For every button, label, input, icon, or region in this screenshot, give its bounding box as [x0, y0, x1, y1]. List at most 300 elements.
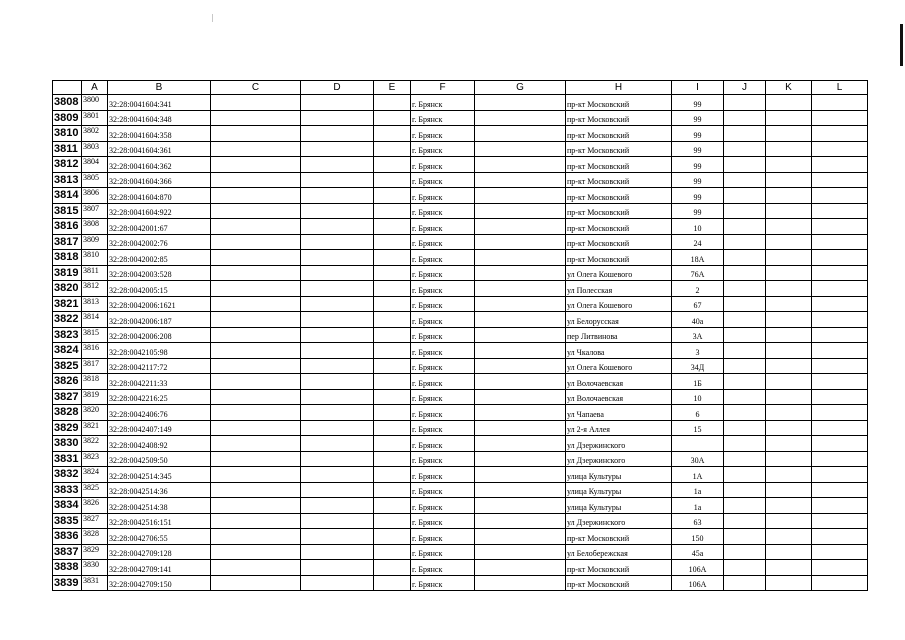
cell-j [724, 529, 766, 545]
cell-d [301, 389, 374, 405]
cell-city: г. Брянск [411, 358, 475, 374]
cell-l [812, 513, 868, 529]
cell-street: пр-кт Московский [566, 219, 672, 235]
table-row [53, 141, 868, 157]
cell-c [211, 250, 301, 266]
table-row [53, 498, 868, 514]
cell-house-number: 40а [672, 312, 724, 328]
cell-street: пр-кт Московский [566, 188, 672, 204]
cell-k [766, 575, 812, 591]
cell-house-number: 1а [672, 482, 724, 498]
cell-cadastral-number: 32:28:0042514:36 [108, 482, 211, 498]
cell-g [475, 374, 566, 390]
cell-house-number: 10 [672, 219, 724, 235]
table-row [53, 265, 868, 281]
cell-house-number: 63 [672, 513, 724, 529]
cell-l [812, 296, 868, 312]
cell-e [374, 250, 411, 266]
cell-k [766, 529, 812, 545]
row-number-cell: 3810 [53, 126, 82, 142]
cell-street: пр-кт Московский [566, 203, 672, 219]
cell-l [812, 141, 868, 157]
cell-k [766, 188, 812, 204]
cell-city: г. Брянск [411, 451, 475, 467]
cell-c [211, 343, 301, 359]
cell-e [374, 265, 411, 281]
table-row [53, 172, 868, 188]
row-number-cell: 3827 [53, 389, 82, 405]
column-header-b: B [108, 81, 211, 95]
cell-g [475, 560, 566, 576]
cell-house-number [672, 436, 724, 452]
cell-g [475, 498, 566, 514]
cell-l [812, 420, 868, 436]
cell-city: г. Брянск [411, 327, 475, 343]
cell-city: г. Брянск [411, 281, 475, 297]
cell-a: 3825 [82, 482, 108, 498]
cell-d [301, 188, 374, 204]
cell-k [766, 296, 812, 312]
cell-house-number: 1Б [672, 374, 724, 390]
row-number-cell: 3837 [53, 544, 82, 560]
cell-j [724, 451, 766, 467]
cell-a: 3822 [82, 436, 108, 452]
cell-cadastral-number: 32:28:0042408:92 [108, 436, 211, 452]
cell-e [374, 312, 411, 328]
cell-street: пр-кт Московский [566, 141, 672, 157]
table-row [53, 529, 868, 545]
cell-g [475, 575, 566, 591]
cell-city: г. Брянск [411, 405, 475, 421]
cell-j [724, 327, 766, 343]
cell-e [374, 374, 411, 390]
cell-street: ул 2-я Аллея [566, 420, 672, 436]
cell-j [724, 281, 766, 297]
cell-city: г. Брянск [411, 343, 475, 359]
cell-a: 3806 [82, 188, 108, 204]
cell-k [766, 110, 812, 126]
table-row [53, 513, 868, 529]
cell-a: 3803 [82, 141, 108, 157]
cell-g [475, 219, 566, 235]
cell-c [211, 374, 301, 390]
cell-street: ул Белорусская [566, 312, 672, 328]
cell-g [475, 141, 566, 157]
cell-city: г. Брянск [411, 513, 475, 529]
row-number-cell: 3813 [53, 172, 82, 188]
cell-k [766, 281, 812, 297]
cell-house-number: 18А [672, 250, 724, 266]
row-number-cell: 3839 [53, 575, 82, 591]
cell-l [812, 405, 868, 421]
cell-k [766, 436, 812, 452]
cell-k [766, 234, 812, 250]
cell-c [211, 110, 301, 126]
cell-cadastral-number: 32:28:0042216:25 [108, 389, 211, 405]
cell-e [374, 482, 411, 498]
cell-a: 3828 [82, 529, 108, 545]
cell-d [301, 529, 374, 545]
cell-e [374, 172, 411, 188]
cell-c [211, 544, 301, 560]
cell-street: ул Волочаевская [566, 389, 672, 405]
cell-city: г. Брянск [411, 312, 475, 328]
cell-c [211, 358, 301, 374]
cell-l [812, 126, 868, 142]
cell-j [724, 482, 766, 498]
cell-cadastral-number: 32:28:0042001:67 [108, 219, 211, 235]
cell-street: ул Чкалова [566, 343, 672, 359]
cell-g [475, 467, 566, 483]
cell-house-number: 24 [672, 234, 724, 250]
cell-k [766, 374, 812, 390]
cell-j [724, 389, 766, 405]
cell-c [211, 451, 301, 467]
cell-j [724, 405, 766, 421]
row-number-cell: 3834 [53, 498, 82, 514]
column-header-h: H [566, 81, 672, 95]
cell-e [374, 467, 411, 483]
cell-g [475, 281, 566, 297]
scan-artifact-mark [212, 14, 213, 22]
spreadsheet-table [52, 80, 868, 591]
cell-d [301, 126, 374, 142]
cell-street: пр-кт Московский [566, 575, 672, 591]
row-number-cell: 3816 [53, 219, 82, 235]
cell-g [475, 312, 566, 328]
cell-g [475, 513, 566, 529]
cell-k [766, 482, 812, 498]
cell-g [475, 544, 566, 560]
table-row [53, 343, 868, 359]
cell-a: 3826 [82, 498, 108, 514]
cell-g [475, 157, 566, 173]
cell-a: 3829 [82, 544, 108, 560]
cell-c [211, 405, 301, 421]
cell-d [301, 575, 374, 591]
cell-cadastral-number: 32:28:0042709:141 [108, 560, 211, 576]
column-header-row [53, 81, 868, 95]
cell-city: г. Брянск [411, 529, 475, 545]
row-number-cell: 3821 [53, 296, 82, 312]
cell-j [724, 498, 766, 514]
cell-j [724, 172, 766, 188]
cell-e [374, 296, 411, 312]
cell-g [475, 234, 566, 250]
cell-e [374, 141, 411, 157]
row-number-cell: 3808 [53, 95, 82, 111]
cell-k [766, 358, 812, 374]
cell-street: ул Дзержинского [566, 451, 672, 467]
cell-a: 3801 [82, 110, 108, 126]
cell-j [724, 250, 766, 266]
cell-city: г. Брянск [411, 95, 475, 111]
column-header-l: L [812, 81, 868, 95]
cell-city: г. Брянск [411, 234, 475, 250]
cell-cadastral-number: 32:28:0041604:341 [108, 95, 211, 111]
table-row [53, 234, 868, 250]
cell-cadastral-number: 32:28:0042003:528 [108, 265, 211, 281]
cell-a: 3816 [82, 343, 108, 359]
cell-city: г. Брянск [411, 157, 475, 173]
cell-j [724, 203, 766, 219]
cell-e [374, 389, 411, 405]
cell-e [374, 358, 411, 374]
cell-e [374, 327, 411, 343]
cell-c [211, 467, 301, 483]
column-header-f: F [411, 81, 475, 95]
table-row [53, 482, 868, 498]
table-body [53, 95, 868, 591]
cell-l [812, 467, 868, 483]
cell-j [724, 157, 766, 173]
cell-house-number: 15 [672, 420, 724, 436]
cell-j [724, 296, 766, 312]
cell-street: пр-кт Московский [566, 172, 672, 188]
cell-street: улица Культуры [566, 498, 672, 514]
cell-l [812, 498, 868, 514]
cell-j [724, 110, 766, 126]
cell-a: 3824 [82, 467, 108, 483]
cell-k [766, 420, 812, 436]
cell-cadastral-number: 32:28:0042709:150 [108, 575, 211, 591]
row-number-cell: 3826 [53, 374, 82, 390]
cell-e [374, 281, 411, 297]
cell-c [211, 157, 301, 173]
row-number-cell: 3819 [53, 265, 82, 281]
table-row [53, 281, 868, 297]
cell-a: 3802 [82, 126, 108, 142]
cell-cadastral-number: 32:28:0041604:362 [108, 157, 211, 173]
cell-e [374, 420, 411, 436]
cell-city: г. Брянск [411, 219, 475, 235]
cell-l [812, 188, 868, 204]
table-row [53, 188, 868, 204]
row-number-cell: 3829 [53, 420, 82, 436]
cell-d [301, 467, 374, 483]
cell-k [766, 513, 812, 529]
cell-c [211, 327, 301, 343]
cell-street: ул Чапаева [566, 405, 672, 421]
row-number-cell: 3833 [53, 482, 82, 498]
cell-a: 3821 [82, 420, 108, 436]
cell-d [301, 482, 374, 498]
table-row [53, 358, 868, 374]
table-row [53, 157, 868, 173]
table-row [53, 95, 868, 111]
cell-c [211, 203, 301, 219]
table-row [53, 126, 868, 142]
cell-l [812, 482, 868, 498]
cell-cadastral-number: 32:28:0042406:76 [108, 405, 211, 421]
cell-g [475, 110, 566, 126]
cell-d [301, 219, 374, 235]
column-header-c: C [211, 81, 301, 95]
cell-j [724, 312, 766, 328]
cell-d [301, 374, 374, 390]
cell-j [724, 544, 766, 560]
column-header-d: D [301, 81, 374, 95]
cell-house-number: 99 [672, 157, 724, 173]
cell-e [374, 405, 411, 421]
cell-city: г. Брянск [411, 126, 475, 142]
table-row [53, 327, 868, 343]
cell-cadastral-number: 32:28:0042006:1621 [108, 296, 211, 312]
cell-street: пр-кт Московский [566, 234, 672, 250]
row-number-cell: 3822 [53, 312, 82, 328]
cell-g [475, 95, 566, 111]
cell-l [812, 95, 868, 111]
table-row [53, 420, 868, 436]
cell-c [211, 312, 301, 328]
cell-house-number: 99 [672, 188, 724, 204]
cell-d [301, 172, 374, 188]
cell-l [812, 234, 868, 250]
cell-c [211, 234, 301, 250]
cell-g [475, 482, 566, 498]
cell-g [475, 358, 566, 374]
cell-e [374, 95, 411, 111]
cell-cadastral-number: 32:28:0042002:76 [108, 234, 211, 250]
cell-city: г. Брянск [411, 250, 475, 266]
cell-c [211, 436, 301, 452]
cell-j [724, 141, 766, 157]
cell-c [211, 560, 301, 576]
cell-e [374, 203, 411, 219]
cell-street: пр-кт Московский [566, 560, 672, 576]
cell-street: улица Культуры [566, 467, 672, 483]
cell-l [812, 157, 868, 173]
cell-j [724, 126, 766, 142]
row-number-cell: 3818 [53, 250, 82, 266]
cell-g [475, 436, 566, 452]
cell-d [301, 420, 374, 436]
cell-k [766, 172, 812, 188]
cell-street: улица Культуры [566, 482, 672, 498]
cell-l [812, 203, 868, 219]
cell-g [475, 172, 566, 188]
cell-l [812, 343, 868, 359]
column-header-g: G [475, 81, 566, 95]
cell-a: 3813 [82, 296, 108, 312]
row-number-cell: 3817 [53, 234, 82, 250]
cell-g [475, 126, 566, 142]
cell-city: г. Брянск [411, 265, 475, 281]
cell-a: 3807 [82, 203, 108, 219]
cell-cadastral-number: 32:28:0042514:38 [108, 498, 211, 514]
cell-k [766, 467, 812, 483]
cell-c [211, 482, 301, 498]
cell-street: пр-кт Московский [566, 126, 672, 142]
cell-k [766, 203, 812, 219]
cell-g [475, 250, 566, 266]
cell-a: 3804 [82, 157, 108, 173]
cell-d [301, 296, 374, 312]
cell-cadastral-number: 32:28:0041604:348 [108, 110, 211, 126]
cell-l [812, 312, 868, 328]
cell-d [301, 405, 374, 421]
cell-j [724, 219, 766, 235]
header-corner [53, 81, 82, 95]
cell-c [211, 575, 301, 591]
cell-cadastral-number: 32:28:0041604:361 [108, 141, 211, 157]
cell-k [766, 312, 812, 328]
cell-street: ул Дзержинского [566, 513, 672, 529]
row-number-cell: 3815 [53, 203, 82, 219]
cell-k [766, 141, 812, 157]
cell-l [812, 544, 868, 560]
row-number-cell: 3831 [53, 451, 82, 467]
cell-k [766, 157, 812, 173]
table-row [53, 467, 868, 483]
table-row [53, 250, 868, 266]
cell-cadastral-number: 32:28:0042514:345 [108, 467, 211, 483]
cell-a: 3800 [82, 95, 108, 111]
cell-d [301, 141, 374, 157]
cell-k [766, 560, 812, 576]
cell-a: 3819 [82, 389, 108, 405]
column-header-e: E [374, 81, 411, 95]
cell-cadastral-number: 32:28:0042407:149 [108, 420, 211, 436]
cell-cadastral-number: 32:28:0042706:55 [108, 529, 211, 545]
cell-d [301, 513, 374, 529]
column-header-k: K [766, 81, 812, 95]
cell-cadastral-number: 32:28:0041604:366 [108, 172, 211, 188]
cell-g [475, 265, 566, 281]
cell-d [301, 110, 374, 126]
row-number-cell: 3835 [53, 513, 82, 529]
cell-g [475, 529, 566, 545]
cell-g [475, 451, 566, 467]
cell-c [211, 498, 301, 514]
table-row [53, 544, 868, 560]
cell-d [301, 95, 374, 111]
cell-g [475, 296, 566, 312]
cell-city: г. Брянск [411, 110, 475, 126]
cell-j [724, 358, 766, 374]
cell-e [374, 219, 411, 235]
cell-city: г. Брянск [411, 203, 475, 219]
cell-city: г. Брянск [411, 172, 475, 188]
cell-k [766, 451, 812, 467]
row-number-cell: 3809 [53, 110, 82, 126]
row-number-cell: 3830 [53, 436, 82, 452]
row-number-cell: 3824 [53, 343, 82, 359]
cell-e [374, 513, 411, 529]
cell-g [475, 420, 566, 436]
cell-e [374, 560, 411, 576]
cell-l [812, 250, 868, 266]
cell-house-number: 99 [672, 110, 724, 126]
cell-house-number: 3 [672, 343, 724, 359]
table-row [53, 219, 868, 235]
cell-e [374, 188, 411, 204]
cell-cadastral-number: 32:28:0042005:15 [108, 281, 211, 297]
cell-j [724, 343, 766, 359]
cell-house-number: 45а [672, 544, 724, 560]
cell-cadastral-number: 32:28:0042117:72 [108, 358, 211, 374]
cell-k [766, 250, 812, 266]
cell-a: 3818 [82, 374, 108, 390]
table-row [53, 451, 868, 467]
cell-city: г. Брянск [411, 575, 475, 591]
row-number-cell: 3820 [53, 281, 82, 297]
cell-house-number: 1А [672, 467, 724, 483]
cell-e [374, 110, 411, 126]
cell-c [211, 513, 301, 529]
cell-cadastral-number: 32:28:0042006:208 [108, 327, 211, 343]
cell-a: 3823 [82, 451, 108, 467]
